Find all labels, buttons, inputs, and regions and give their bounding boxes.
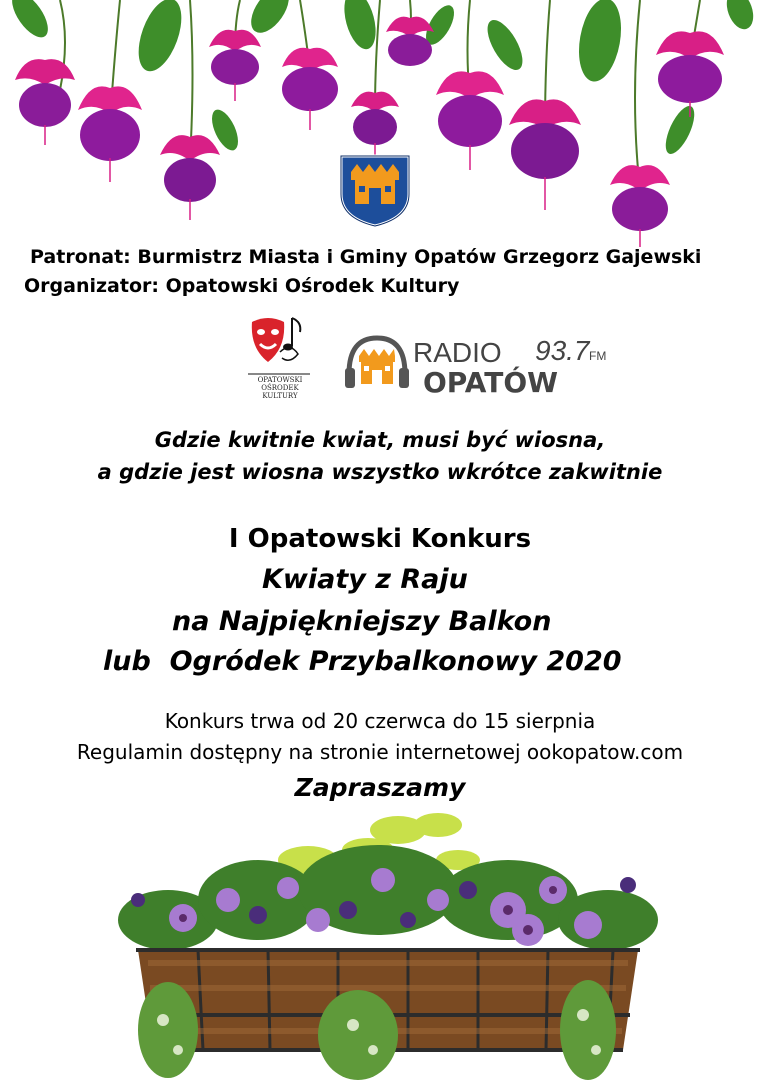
ook-caption — [250, 376, 310, 400]
headphones-castle-icon — [345, 338, 409, 388]
contest-dates: Konkurs trwa od 20 czerwca do 15 sierpnia — [164, 709, 596, 733]
opatow-coat-of-arms-icon — [337, 150, 413, 228]
contest-title: I Opatowski Konkurs — [228, 524, 532, 554]
motto-line-2: a gdzie jest wiosna wszystko wkrótce zakwitnie — [97, 460, 663, 484]
rules-info: Regulamin dostępny na stronie internetowej ookopatow.com — [76, 740, 684, 764]
ook-caption-line: OPATOWSKI — [257, 376, 303, 384]
radio-band: FM — [589, 349, 607, 363]
radio-city: OPATÓW — [423, 366, 559, 399]
radio-opatow-logo — [343, 330, 613, 400]
contest-name-line-2: na Najpiękniejszy Balkon — [172, 606, 552, 637]
ook-caption-line: KULTURY — [262, 392, 298, 400]
patronage-text: Patronat: Burmistrz Miasta i Gminy Opatów Grzegorz Gajewski — [30, 246, 702, 268]
flower-planter-illustration — [108, 800, 668, 1080]
motto-line-1: Gdzie kwitnie kwiat, musi być wiosna, — [154, 428, 606, 452]
organizer-text: Organizator: Opatowski Ośrodek Kultury — [24, 275, 460, 297]
contest-name-line-1: Kwiaty z Raju — [262, 564, 468, 595]
contest-name-line-3: lub Ogródek Przybalkonowy 2020 — [103, 646, 622, 677]
radio-frequency: 93.7 — [535, 335, 590, 366]
radio-word: RADIO — [413, 337, 502, 368]
ook-caption-line: OŚRODEK — [261, 384, 299, 392]
invitation-text: Zapraszamy — [294, 773, 466, 802]
